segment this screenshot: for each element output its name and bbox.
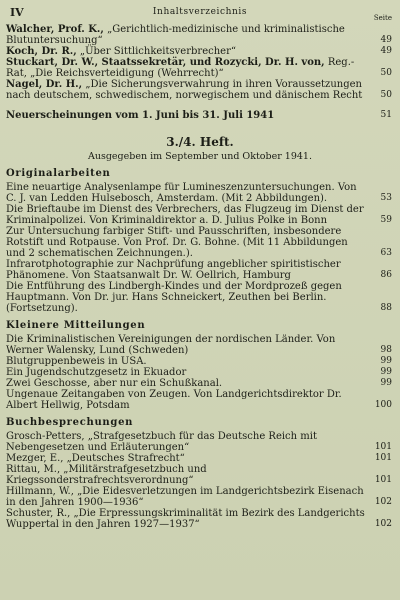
entry-text: „Die Sicherungsverwahrung in ihren Voraussetzungen nach deutschem, schwedischem, norwegischem und dänischem Recht bbox=[6, 79, 363, 101]
entry-text: Zur Untersuchung farbiger Stift- und Pausschriften, insbesondere Rotstift und Rotpause. Von Prof. Dr. G. Bohne. (Mit 11 Abbildungen und 2 schematischen Zeichnungen.). bbox=[6, 226, 348, 259]
toc-entry-hillmann bbox=[6, 486, 394, 508]
toc-entry-schuster bbox=[6, 508, 394, 530]
entry-page: 50 bbox=[380, 90, 392, 100]
entry-text: Mezger, E., „Deutsches Strafrecht“ bbox=[6, 453, 185, 464]
entry-page: 51 bbox=[380, 110, 392, 120]
entry-page: 100 bbox=[374, 400, 392, 410]
entry-text: Ein Jugendschutzgesetz in Ekuador bbox=[6, 367, 187, 378]
entry-text: Hillmann, W., „Die Eidesverletzungen im Landgerichtsbezirk Eisenach in den Jahren 1900—1936“ bbox=[6, 486, 364, 508]
entry-page: 59 bbox=[380, 215, 392, 225]
toc-entry-stuckart bbox=[6, 57, 394, 79]
seite-label: Seite bbox=[373, 14, 392, 22]
toc-entry-walcher bbox=[6, 24, 394, 46]
toc-entry-jugendschutz bbox=[6, 367, 394, 378]
entry-text: Die Kriminalistischen Vereinigungen der nordischen Länder. Von Werner Walensky, Lund (Schweden) bbox=[6, 334, 336, 356]
toc-entry-koch bbox=[6, 46, 394, 57]
toc-entry-grosch bbox=[6, 431, 394, 453]
entry-text: Schuster, R., „Die Erpressungskriminalität im Bezirk des Landgerichts Wuppertal in den Jahren 1927—1937“ bbox=[6, 508, 365, 530]
section-heading-buchbesprechungen: Buchbesprechungen bbox=[6, 417, 134, 428]
toc-entry-analysenlampe bbox=[6, 182, 394, 204]
entry-page: 53 bbox=[380, 193, 392, 203]
section-heading-originalarbeiten: Originalarbeiten bbox=[6, 168, 111, 179]
entry-text: Reg.-Rat, „Die Reichsverteidigung (Wehrrecht)“ bbox=[6, 57, 355, 79]
toc-entry-mezger bbox=[6, 453, 394, 464]
entry-page: 99 bbox=[380, 378, 392, 388]
entry-author: Nagel, Dr. H., bbox=[6, 79, 83, 90]
entry-page: 98 bbox=[380, 345, 392, 355]
entry-text: Ungenaue Zeitangaben von Zeugen. Von Landgerichtsdirektor Dr. Albert Hellwig, Potsdam bbox=[6, 389, 342, 411]
entry-text: Neuerscheinungen vom 1. Juni bis 31. Juli 1941 bbox=[6, 110, 275, 121]
entry-author: Walcher, Prof. K., bbox=[6, 24, 104, 35]
entry-text: Die Brieftaube im Dienst des Verbrechers, das Flugzeug im Dienst der Kriminalpolizei. Von Kriminaldirektor a. D. Julius Polke in Bonn bbox=[6, 204, 364, 226]
entry-text: Infrarotphotographie zur Nachprüfung angeblicher spiritistischer Phänomene. Von Staatsanwalt Dr. W. Oellrich, Hamburg bbox=[6, 259, 341, 281]
toc-entry-blutgruppen bbox=[6, 356, 394, 367]
toc-entry-rittau bbox=[6, 464, 394, 486]
toc-entry-geschosse bbox=[6, 378, 394, 389]
page-header bbox=[6, 4, 394, 24]
page-title: Inhaltsverzeichnis bbox=[152, 7, 248, 17]
entry-text: „Gerichtlich-medizinische und kriminalistische Blutuntersuchung“ bbox=[6, 24, 345, 46]
entries-top bbox=[6, 24, 394, 101]
entry-page: 99 bbox=[380, 367, 392, 377]
toc-entry-brieftaube bbox=[6, 204, 394, 226]
toc-entry-nagel bbox=[6, 79, 394, 101]
entry-page: 99 bbox=[380, 356, 392, 366]
toc-entry-lindbergh bbox=[6, 281, 394, 314]
toc-entry-neuerscheinungen bbox=[6, 110, 394, 121]
entry-page: 49 bbox=[380, 35, 392, 45]
entry-page: 88 bbox=[380, 303, 392, 313]
page-number: IV bbox=[10, 6, 24, 19]
entry-page: 102 bbox=[374, 497, 392, 507]
entry-text: Eine neuartige Analysenlampe für Lumineszenzuntersuchungen. Von C. J. van Ledden Hulsebosch, Amsterdam. (Mit 2 Abbildungen). bbox=[6, 182, 357, 204]
entry-page: 63 bbox=[380, 248, 392, 258]
entry-page: 101 bbox=[374, 442, 392, 452]
section-heading-kleinere-mitteilungen: Kleinere Mitteilungen bbox=[6, 320, 146, 331]
heft-subtitle: Ausgegeben im September und Oktober 1941. bbox=[88, 151, 312, 162]
entry-author: Stuckart, Dr. W., Staatssekretär, und Rozycki, Dr. H. von, bbox=[6, 57, 325, 68]
entry-page: 102 bbox=[374, 519, 392, 529]
entry-page: 86 bbox=[380, 270, 392, 280]
entry-text: Zwei Geschosse, aber nur ein Schußkanal. bbox=[6, 378, 223, 389]
entry-text: Rittau, M., „Militärstrafgesetzbuch und Kriegssonderstrafrechtsverordnung“ bbox=[6, 464, 207, 486]
toc-entry-zeitangaben bbox=[6, 389, 394, 411]
entry-page: 50 bbox=[380, 68, 392, 78]
entry-text: Grosch-Petters, „Strafgesetzbuch für das Deutsche Reich mit Nebengesetzen und Erläuterungen“ bbox=[6, 431, 317, 453]
heft-title: 3./4. Heft. bbox=[166, 135, 234, 149]
entry-page: 49 bbox=[380, 46, 392, 56]
toc-entry-vereinigungen bbox=[6, 334, 394, 356]
entry-author: Koch, Dr. R., bbox=[6, 46, 77, 57]
toc-entry-infrarot bbox=[6, 259, 394, 281]
entry-text: Blutgruppenbeweis in USA. bbox=[6, 356, 147, 367]
entry-page: 101 bbox=[374, 475, 392, 485]
entry-text: Die Entführung des Lindbergh-Kindes und der Mordprozeß gegen Hauptmann. Von Dr. jur. Hans Schneickert, Zeuthen bei Berlin. (Fortsetzung). bbox=[6, 281, 342, 314]
entry-page: 101 bbox=[374, 453, 392, 463]
toc-entry-stifte bbox=[6, 226, 394, 259]
entry-text: „Über Sittlichkeitsverbrecher“ bbox=[79, 46, 236, 57]
